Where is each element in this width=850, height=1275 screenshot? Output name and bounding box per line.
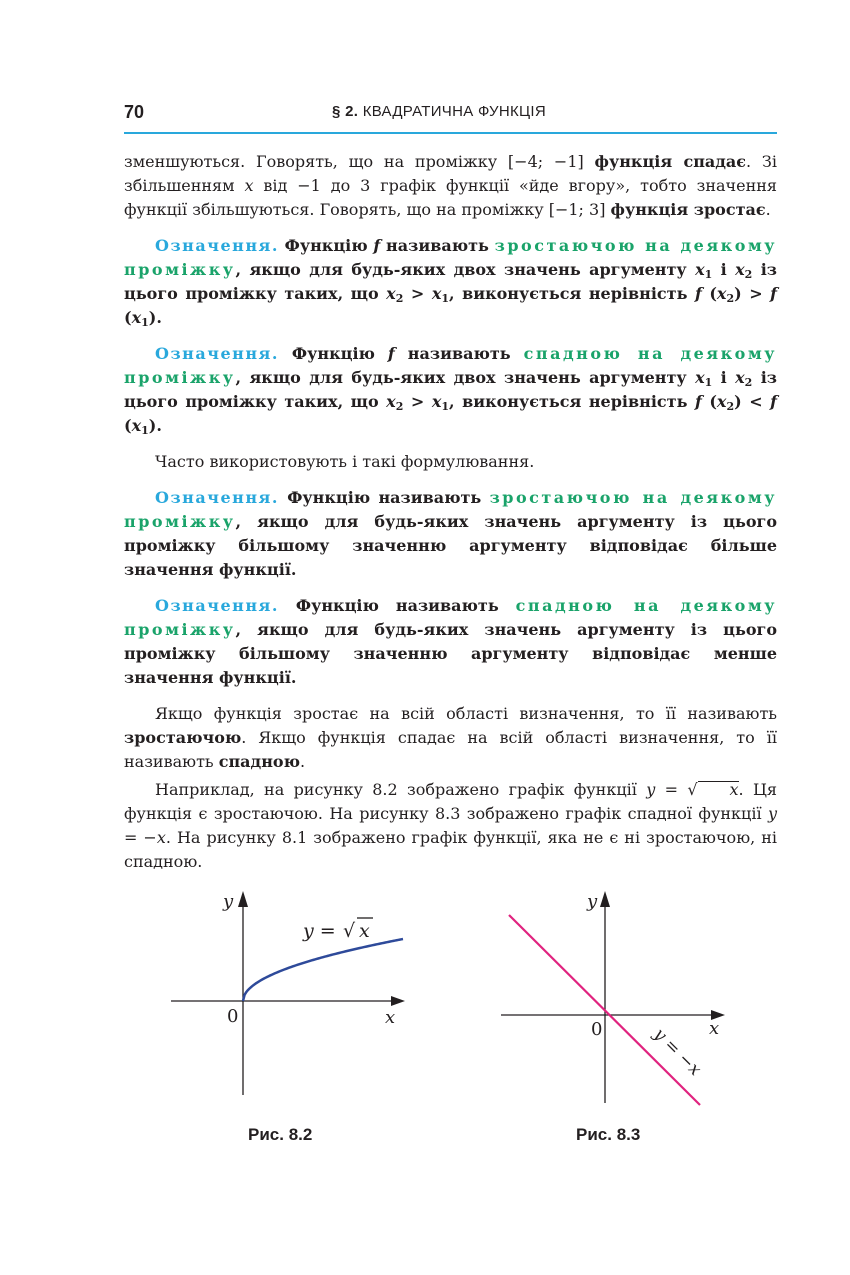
page-number: 70 — [124, 102, 145, 122]
figure-8-2-caption: Рис. 8.2 — [248, 1125, 313, 1144]
y-axis-arrow-icon — [600, 891, 610, 907]
axis-label-x: x — [709, 1018, 720, 1039]
origin-label: 0 — [591, 1019, 603, 1040]
section-mark: § 2. — [332, 103, 359, 120]
axis-label-y: y — [223, 891, 234, 912]
paragraph-examples: Наприклад, на рисунку 8.2 зображено графік функції y = √ x. Ця функція є зростаючою. На рисунку 8.3 зображено графік спадної функції y = −x. На рисунку 8.1 зображено графік функції, яка не є ні зростаючою, ні спадною. — [124, 780, 778, 871]
sqrt-curve — [243, 939, 403, 1001]
curve-label-radical: √ — [343, 920, 356, 942]
section-title: КВАДРАТИЧНА ФУНКЦІЯ — [362, 103, 547, 120]
line-label: y = −x — [649, 1024, 705, 1080]
y-axis-arrow-icon — [238, 891, 248, 907]
definition-decreasing: Означення. Функцію f називають спадною на деякому проміжку, якщо для будь-яких двох значень аргументу $x_1$ і $x_2$ із цього проміжку таких, що $x_2 > x_1$, виконується нерівність f $(x_2) < f$ $(x_1)$. — [124, 344, 778, 437]
x-axis-arrow-icon — [391, 996, 405, 1006]
figure-8-3-caption: Рис. 8.3 — [576, 1125, 641, 1144]
definition-increasing-alt: Означення. Функцію називають зростаючою на деякому проміжку, якщо для будь-яких значень аргументу із цього проміжку більшому значенню аргументу відповідає більше значення функції. — [124, 488, 777, 579]
main-text — [124, 150, 777, 874]
running-head — [332, 103, 546, 120]
figure-8-2 — [165, 885, 415, 1100]
axis-label-x: x — [385, 1007, 396, 1028]
curve-label: y = — [303, 920, 336, 942]
definition-increasing: Означення. Функцію f називають зростаючою на деякому проміжку, якщо для будь-яких двох значень аргументу $x_1$ і $x_2$ із цього проміжку таких, що $x_2 > x_1$, виконується нерівність f $(x_2) > f$ $(x_1)$. — [124, 236, 778, 329]
figure-8-3 — [495, 885, 735, 1110]
paragraph-intro: зменшуються. Говорять, що на проміжку [−4; −1] функція спадає. Зі збільшенням x від −1 до 3 графік функції «йде вгору», тобто значення функції збільшуються. Говорять, що на проміжку [−1; 3] функція зростає. — [124, 152, 777, 219]
curve-label-radicand: x — [359, 920, 370, 942]
axis-label-y: y — [587, 891, 598, 912]
origin-label: 0 — [227, 1006, 239, 1027]
definition-decreasing-alt: Означення. Функцію називають спадною на деякому проміжку, якщо для будь-яких значень аргументу із цього проміжку більшому значенню аргументу відповідає менше значення функції. — [124, 596, 777, 687]
page-header — [124, 98, 777, 134]
paragraph-formulations: Часто використовують і такі формулювання. — [155, 452, 535, 471]
paragraph-whole-domain: Якщо функція зростає на всій області визначення, то її називають зростаючою. Якщо функція спадає на всій області визначення, то її називають спадною. — [124, 704, 777, 771]
